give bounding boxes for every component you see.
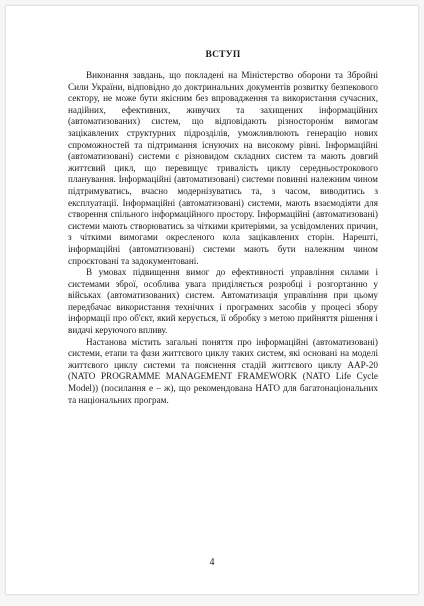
page-number: 4	[209, 557, 215, 568]
page-content	[68, 50, 378, 406]
document-page	[6, 6, 418, 594]
paragraph-1: Виконання завдань, що покладені на Міністерство оборони та Збройні Сили України, відповідно до доктринальних документів розвитку безпекового сектору, не може бути якісним без впровадження та використання сучасних, надійних, ефективних, живучих та захищених інформаційних (автоматизованих) систем, що відповідають різносторонім вимогам зацікавлених структурних підрозділів, уможливлюють генерацію нових спроможностей та підтримання існуючих на високому рівні. Інформаційні (автоматизовані) системи є різновидом складних систем та мають довгий життєвий цикл, що перевищує тривалість циклу середньострокового планування. Інформаційні (автоматизовані) системи повинні належним чином підтримуватись, вчасно модернізуватись та, з часом, виводитись з експлуатації. Інформаційні (автоматизовані) системи, мають взаємодіяти для створення спільного інформаційного простору. Інформаційні (автоматизовані) системи мають створюватись за чіткими критеріями, за усвідомлених причин, з чіткими вимогами окресленого кола зацікавлених сторін. Нарешті, інформаційні (автоматизовані) системи мають бути належним чином спроєктовані та задокументовані.	[68, 70, 378, 266]
paragraph-2: В умовах підвищення вимог до ефективності управління силами і системами зброї, особлива увага приділяється розробці і розгортанню у військах (автоматизованих) систем. Автоматизація управління при цьому передбачає використання технічних і програмних засобів у процесі збору інформації про об'єкт, який керується, її обробку з метою прийняття рішення і видачі керуючого впливу.	[68, 267, 378, 336]
paragraph-3: Настанова містить загальні поняття про інформаційні (автоматизовані) системи, етапи та фази життєвого циклу таких систем, які основані на моделі життєвого циклу системи та пояснення стадій життєвого циклу AAP-20 (NATO PROGRAMME MANAGEMENT FRAMEWORK (NATO Life Cycle Model)) (посилання е – ж), що рекомендована НАТО для багатонаціональних та національних програм.	[68, 336, 378, 405]
section-title: ВСТУП	[205, 50, 241, 60]
